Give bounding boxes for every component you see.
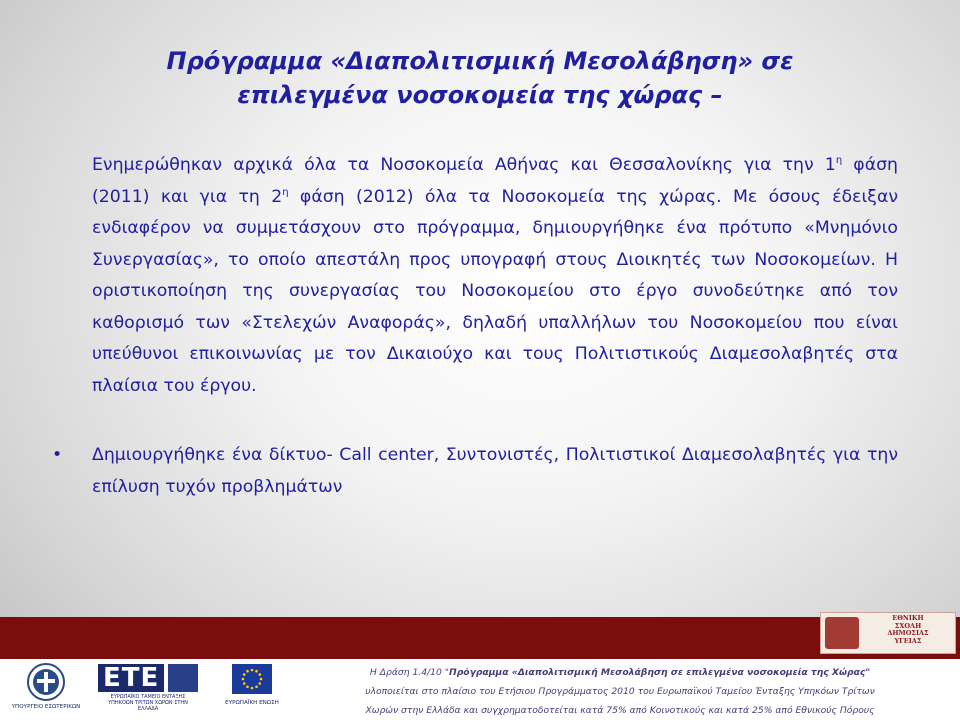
paragraph-part-2: φάση (2011) και για τη 2 [92,155,898,207]
ordinal-superscript-2: η [282,186,289,198]
eu-star [251,687,254,690]
ete-mark: ΕΤΕ [98,664,164,692]
bullet-text: Δημιουργήθηκε ένα δίκτυο- Call center, Συντονιστές, Πολιτιστικοί Διαμεσολαβητές για την επίλυση τυχόν προβλημάτων [92,445,898,497]
statue-head-icon [825,617,859,649]
paragraph-part-3: φάση (2012) όλα τα Νοσοκομεία της χώρας. Με όσους έδειξαν ενδιαφέρον να συμμετάσχουν στο πρόγραμμα, δημιουργήθηκε ένα πρότυπο «Μνημόνιο Συνεργασίας», το οποίο απεστάλη προς υπογραφή στους Διοικητές των Νοσοκομείων. Η οριστικοποίηση της συνεργασίας του Νοσοκομείου στο έργο συνοδεύτηκε από τον καθορισμό των «Στελεχών Αναφοράς», δηλαδή υπαλλήλων του Νοσοκομείου που είναι υπεύθυνοι επικοινωνίας με τον Δικαιούχο και τους Πολιτιστικούς Διαμεσολαβητές στα πλαίσια του έργου. [92,186,898,396]
eu-star [246,670,249,673]
ete-logo [98,664,198,718]
eu-star [251,669,254,672]
body-paragraph [92,150,898,402]
bullet-item [52,440,898,503]
eu-star [260,678,263,681]
ete-caption: ΕΥΡΩΠΑΪΚΟ ΤΑΜΕΙΟ ΕΝΤΑΞΗΣ ΥΠΗΚΟΩΝ ΤΡΙΤΩΝ ΧΩΡΩΝ ΣΤΗΝ ΕΛΛΑΔΑ [108,694,188,712]
slide-title-line-1: Πρόγραμμα «Διαπολιτισμική Μεσολάβηση» σε [166,47,794,75]
slide-title [60,44,900,112]
eu-logo [220,664,284,718]
footer-band [0,614,960,659]
paragraph-part-1: Ενημερώθηκαν αρχικά όλα τα Νοσοκομεία Αθήνας και Θεσσαλονίκης για την 1 [92,155,836,175]
bullet-marker: • [52,445,63,465]
eu-flag-icon [232,664,272,694]
eu-star [243,682,246,685]
eu-star [255,685,258,688]
eu-star [246,685,249,688]
eu-label: ΕΥΡΩΠΑΪΚΗ ΕΝΩΣΗ [225,700,279,707]
ordinal-superscript-1: η [835,155,843,167]
footer-line-3: Χωρών στην Ελλάδα και συγχρηματοδοτείται κατά 75% από Κοινοτικούς και κατά 25% από Εθνικούς Πόρους [365,705,875,716]
school-logo-text: ΕΘΝΙΚΗ ΣΧΟΛΗ ΔΗΜΟΣΙΑΣ ΥΓΕΙΑΣ [887,614,929,645]
eu-star [242,678,245,681]
school-logo [820,612,956,654]
eu-star [258,673,261,676]
ete-side-box [168,664,198,692]
ministry-label: ΥΠΟΥΡΓΕΙΟ ΕΣΩΤΕΡΙΚΩΝ [11,704,81,711]
footer-line-1: Η Δράση 1.4/10 "Πρόγραμμα «Διαπολιτισμική Μεσολάβηση σε επιλεγμένα νοσοκομεία της Χώρας" [369,667,871,678]
eu-star [243,673,246,676]
footer-line-2: υλοποιείται στο πλαίσιο του Ετήσιου Προγράμματος 2010 του Ευρωπαϊκού Ταμείου Ένταξης Υπηκόων Τρίτων [365,686,875,697]
slide-title-line-2: επιλεγμένα νοσοκομεία της χώρας – [237,81,723,109]
eu-star [255,670,258,673]
eu-star [258,682,261,685]
footer-text [300,663,940,720]
ministry-logo [6,662,86,718]
greek-emblem-icon [26,662,66,702]
